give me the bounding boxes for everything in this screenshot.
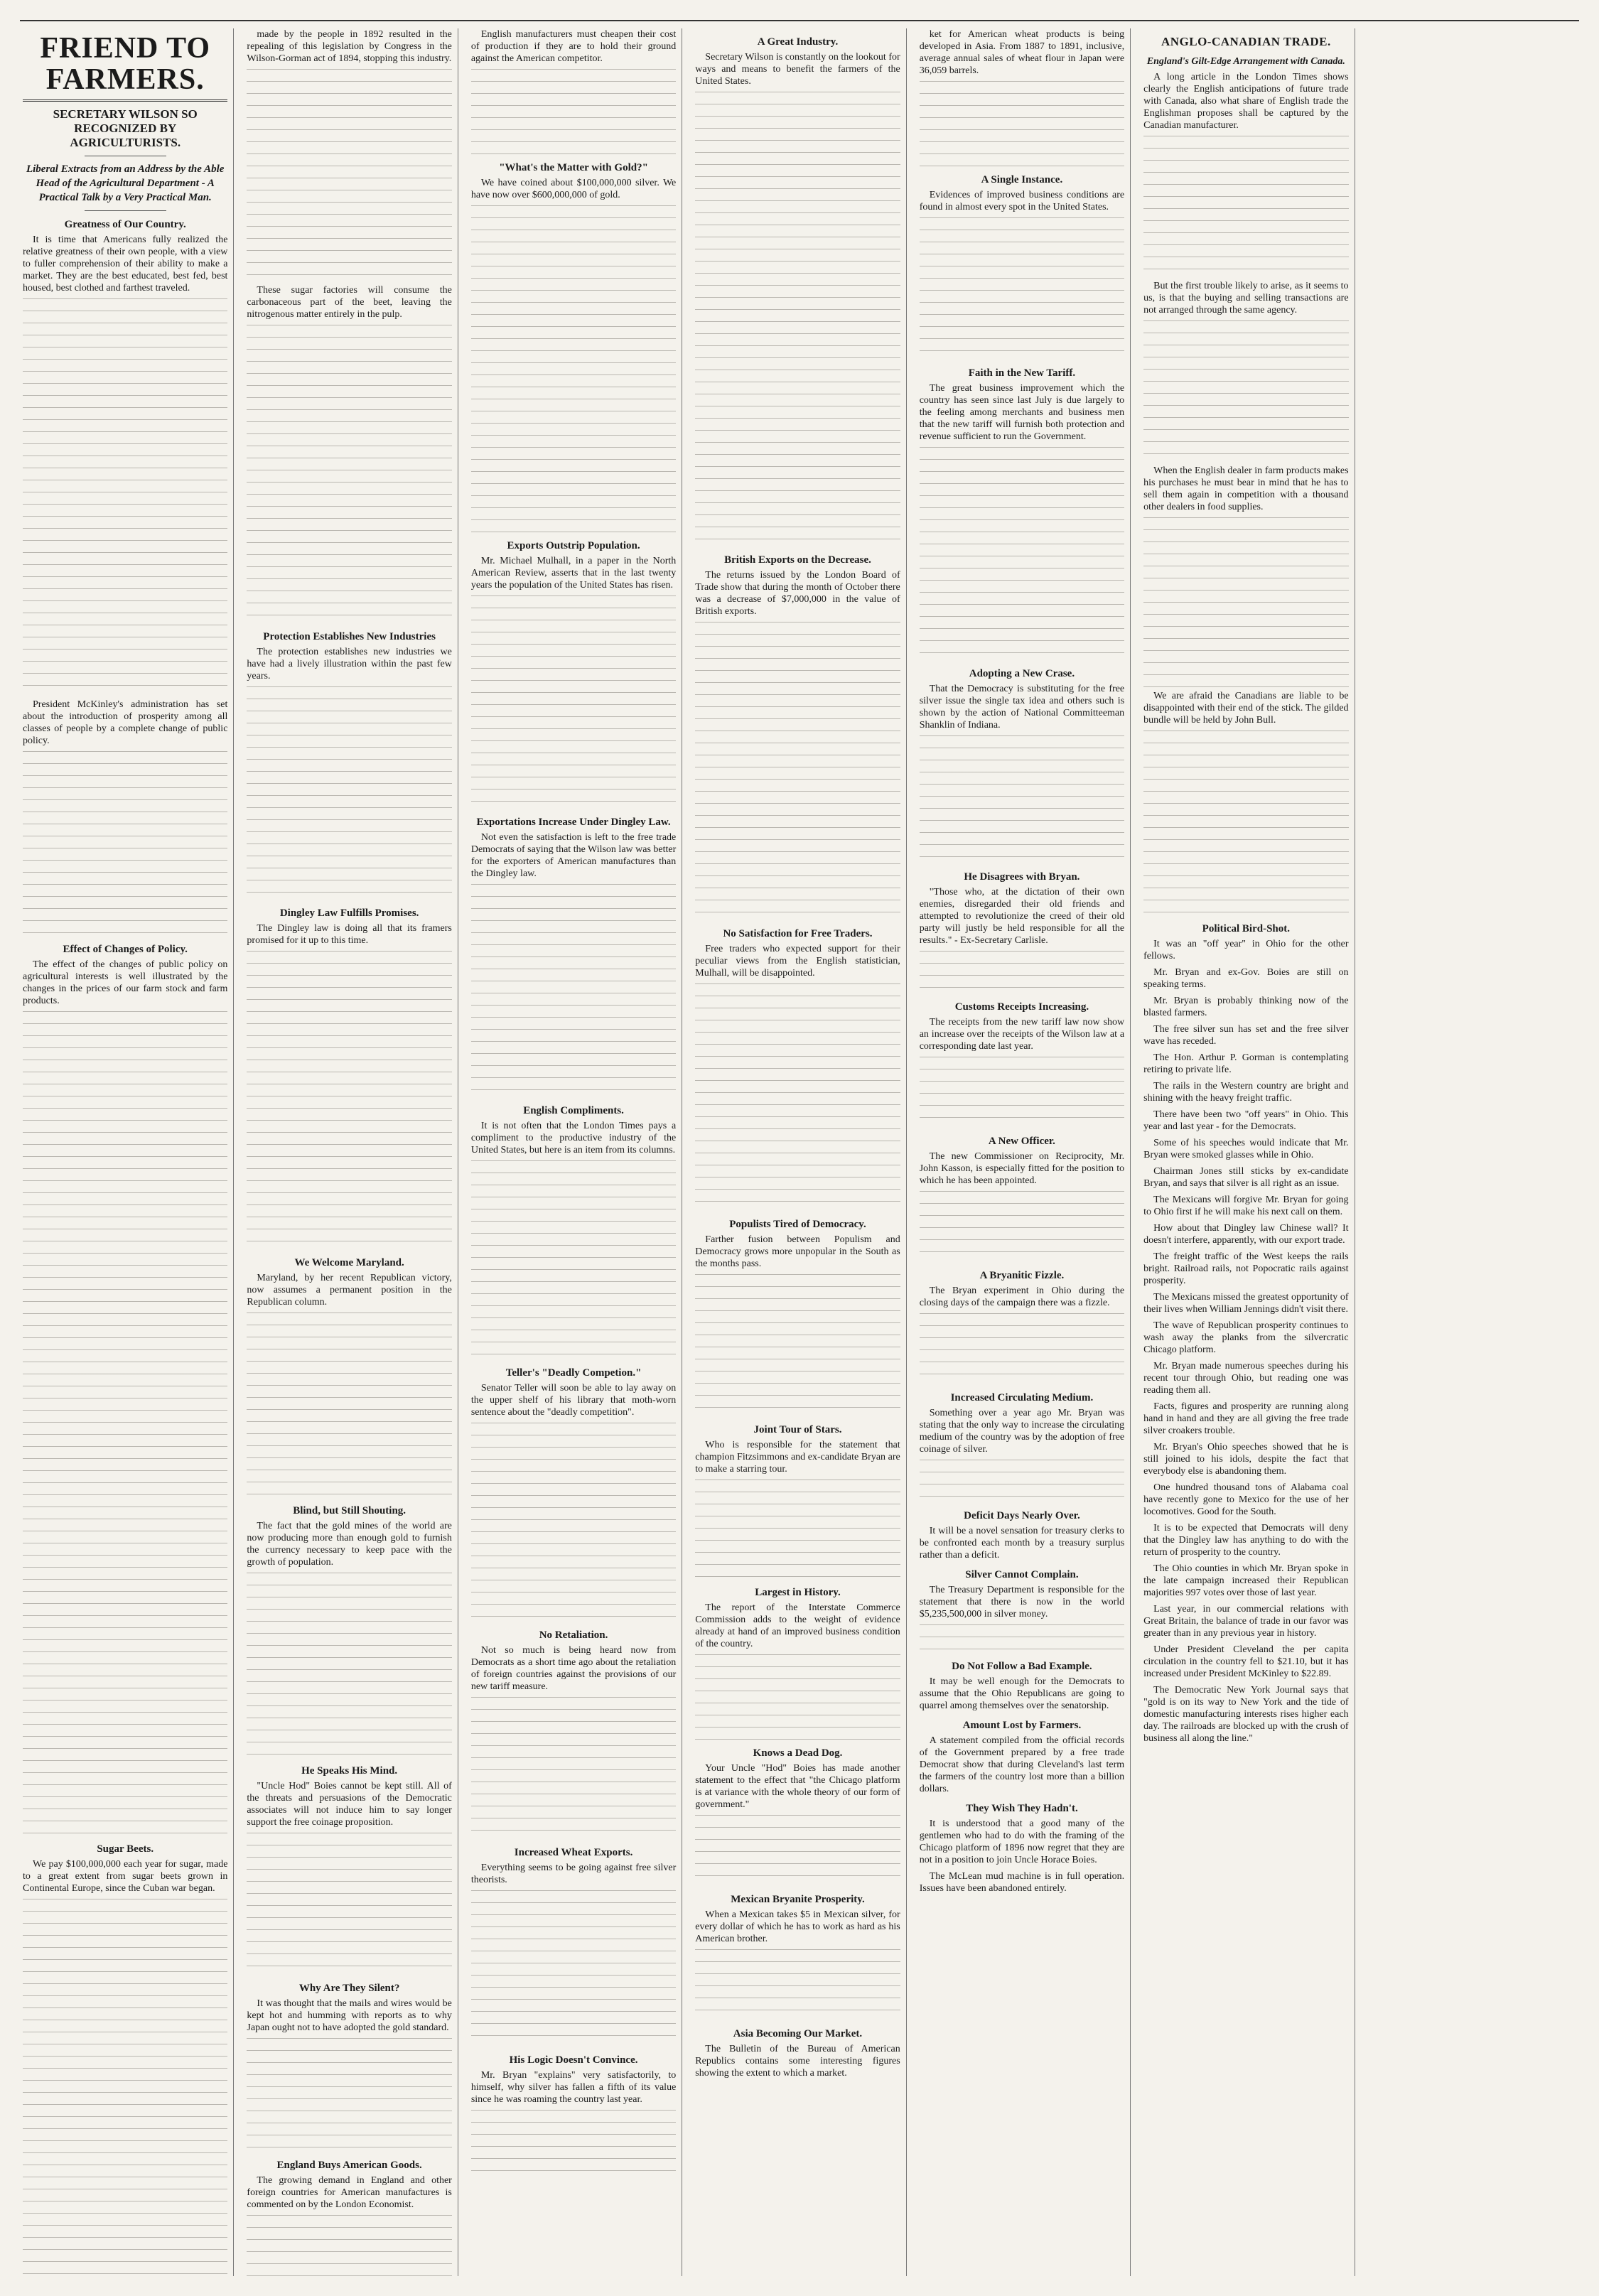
text-lines — [920, 1624, 1124, 1653]
article-paragraph: The free silver sun has set and the free silver wave has receded. — [1143, 1024, 1349, 1047]
text-lines — [23, 298, 227, 696]
article-paragraph: When a Mexican takes $5 in Mexican silver, for every dollar of which he has to work as hard as his American brother. — [695, 1909, 900, 1944]
article-paragraph: "Uncle Hod" Boies cannot be kept still. All of the threats and persuasions of the Democratic associates will not induce him to say longer support the free coinage proposition. — [247, 1781, 452, 1828]
article-heading: A Single Instance. — [981, 174, 1063, 185]
article-paragraph: The Mexicans missed the greatest opportunity of their lives when William Jennings didn't visit there. — [1143, 1292, 1349, 1315]
article-paragraph: Under President Cleveland the per capita circulation in the country fell to $21.10, but it has increased under President McKinley to $22.89. — [1143, 1644, 1349, 1679]
text-lines — [920, 735, 1124, 863]
text-lines — [247, 2038, 451, 2152]
text-lines — [247, 1833, 451, 1975]
divider — [85, 210, 166, 211]
article-heading: We Welcome Maryland. — [294, 1257, 404, 1268]
text-lines — [23, 751, 227, 936]
article-paragraph: The Democratic New York Journal says that "gold is on its way to New York and the tide of domestic manufacturing interests rises higher each day. The railroads are blocked up with the crush of business all along the line." — [1143, 1685, 1349, 1744]
text-lines — [920, 1313, 1124, 1384]
article-heading: He Speaks His Mind. — [301, 1765, 398, 1777]
article-paragraph: There have been two "off years" in Ohio. This year and last year - for the Democrats. — [1143, 1109, 1349, 1132]
article-paragraph: Chairman Jones still sticks by ex-candidate Bryan, and says that silver is all right as an issue. — [1143, 1166, 1349, 1189]
text-lines — [471, 1423, 676, 1622]
article-heading: Increased Wheat Exports. — [514, 1847, 633, 1858]
masthead: FRIEND TO FARMERS. — [23, 33, 227, 102]
article-paragraph: Secretary Wilson is constantly on the lookout for ways and means to benefit the farmers of the United States. — [695, 52, 900, 87]
article-heading: Exportations Increase Under Dingley Law. — [476, 816, 671, 828]
column-7 — [1365, 28, 1579, 2276]
article-heading: Sugar Beets. — [97, 1843, 154, 1855]
text-lines — [1143, 136, 1348, 278]
text-lines — [695, 983, 900, 1211]
article-paragraph: ket for American wheat products is being developed in Asia. From 1887 to 1891, inclusive, average annual sales of wheat flour in Japan were 36,059 barrels. — [919, 29, 1125, 76]
article-paragraph: A long article in the London Times shows clearly the English anticipations of future trade with Canada, also what share of English trade the Englishman proposes shall be captured by the Canadian manufacturer. — [1143, 72, 1349, 131]
subdeck: Liberal Extracts from an Address by the Able Head of the Agricultural Department - A Practical Talk by a Very Practical Man. — [26, 163, 225, 203]
text-lines — [920, 81, 1124, 166]
article-paragraph: Mr. Bryan "explains" very satisfactorily, to himself, why silver has fallen a fifth of its value since he was roaming the country last year. — [470, 2070, 677, 2105]
text-lines — [695, 1815, 900, 1886]
article-paragraph: These sugar factories will consume the carbonaceous part of the beet, leaving the nitrogenous matter entirely in the pulp. — [247, 285, 452, 320]
article-heading: British Exports on the Decrease. — [724, 554, 871, 566]
article-paragraph: The Hon. Arthur P. Gorman is contemplating retiring to private life. — [1143, 1052, 1349, 1075]
text-lines — [471, 205, 676, 532]
article-paragraph: The growing demand in England and other foreign countries for American manufactures is commented on by the London Economist. — [247, 2175, 452, 2210]
top-rule — [20, 20, 1579, 21]
article-paragraph: The Ohio counties in which Mr. Bryan spoke in the late campaign increased their Republican majorities 997 votes over those of last year. — [1143, 1563, 1349, 1598]
article-heading: He Disagrees with Bryan. — [964, 871, 1080, 883]
text-lines — [247, 69, 451, 282]
article-paragraph: Not even the satisfaction is left to the free trade Democrats of saying that the Wilson law was better for the exporters of American manufactures than the Dingley law. — [470, 832, 677, 879]
article-heading: Silver Cannot Complain. — [965, 1569, 1079, 1580]
article-paragraph: English manufacturers must cheapen their cost of production if they are to hold their ground against the American competitor. — [470, 29, 677, 64]
article-paragraph: The McLean mud machine is in full operation. Issues have been abandoned entirely. — [919, 1871, 1125, 1894]
column-2 — [244, 28, 458, 2276]
article-paragraph: We have coined about $100,000,000 silver. We have now over $600,000,000 of gold. — [470, 178, 677, 200]
article-paragraph: But the first trouble likely to arise, as it seems to us, is that the buying and selling transactions are not arranged through the same agency. — [1143, 281, 1349, 316]
article-paragraph: Mr. Bryan made numerous speeches during his recent tour through Ohio, but reading one was reading them all. — [1143, 1361, 1349, 1396]
article-paragraph: The Mexicans will forgive Mr. Bryan for going to Ohio first if he will make his next call on them. — [1143, 1195, 1349, 1217]
article-paragraph: The returns issued by the London Board of Trade show that during the month of October there was a decrease of $7,000,000 in the value of British exports. — [695, 570, 900, 617]
article-heading: They Wish They Hadn't. — [966, 1803, 1078, 1814]
article-heading: Dingley Law Fulfills Promises. — [279, 907, 419, 919]
article-paragraph: made by the people in 1892 resulted in the repealing of this legislation by Congress in the Wilson-Gorman act of 1894, stopping this industry. — [247, 29, 452, 64]
article-paragraph: It was an "off year" in Ohio for the other fellows. — [1143, 939, 1349, 961]
article-heading: Exports Outstrip Population. — [507, 540, 640, 551]
article-paragraph: A statement compiled from the official records of the Government prepared by a free trade Democrat show that during Cleveland's last term the farmers of the country lost more than a billion dollars. — [919, 1735, 1125, 1794]
text-lines — [695, 1949, 900, 2020]
article-paragraph: That the Democracy is substituting for the free silver issue the single tax idea and others such is shown by the action of National Committeeman Shanklin of Indiana. — [919, 684, 1125, 731]
article-heading: Populists Tired of Democracy. — [729, 1219, 866, 1230]
column-4 — [692, 28, 906, 2276]
article-paragraph: The receipts from the new tariff law now show an increase over the receipts of the Wilson law at a corresponding date last year. — [919, 1017, 1125, 1052]
article-heading: Asia Becoming Our Market. — [733, 2028, 863, 2039]
article-paragraph: It is not often that the London Times pays a compliment to the productive industry of the United States, but here is an item from its columns. — [470, 1121, 677, 1155]
article-heading: Greatness of Our Country. — [64, 219, 186, 230]
article-paragraph: We pay $100,000,000 each year for sugar, made to a great extent from sugar beets grown in Continental Europe, since the Cuban war began. — [23, 1859, 228, 1894]
article-paragraph: The Treasury Department is responsible for the statement that there is now in the world $5,235,500,000 in silver money. — [919, 1585, 1125, 1619]
text-lines — [247, 686, 451, 900]
article-heading: A New Officer. — [988, 1136, 1055, 1147]
column-5 — [917, 28, 1131, 2276]
article-heading: Faith in the New Tariff. — [968, 367, 1076, 379]
article-paragraph: Something over a year ago Mr. Bryan was stating that the only way to increase the circulating medium of the country was by the adoption of free coinage of silver. — [919, 1408, 1125, 1455]
text-lines — [471, 595, 676, 809]
article-paragraph: The report of the Interstate Commerce Commission adds to the weight of evidence already at hand of an improved business condition of the country. — [695, 1602, 900, 1649]
article-paragraph: The Bulletin of the Bureau of American Republics contains some interesting figures showing the extent to which a market. — [695, 2044, 900, 2079]
article-paragraph: It is understood that a good many of the gentlemen who had to do with the framing of the Chicago platform of 1896 now regret that they are not in a position to join Uncle Horace Boies. — [919, 1818, 1125, 1865]
article-paragraph: The fact that the gold mines of the world are now producing more than enough gold to furnish the currency necessary to keep pace with the growth of population. — [247, 1521, 452, 1568]
text-lines — [471, 2110, 676, 2181]
article-heading: His Logic Doesn't Convince. — [509, 2054, 638, 2066]
article-heading: Mexican Bryanite Prosperity. — [731, 1894, 865, 1905]
text-lines — [695, 1480, 900, 1579]
text-lines — [247, 951, 451, 1249]
article-paragraph: The rails in the Western country are bright and shining with the heavy freight traffic. — [1143, 1081, 1349, 1104]
article-paragraph: Maryland, by her recent Republican victory, now assumes a permanent position in the Republican column. — [247, 1273, 452, 1308]
article-heading: Increased Circulating Medium. — [950, 1392, 1094, 1403]
article-paragraph: President McKinley's administration has set about the introduction of prosperity among all classes of people by a complete change of public policy. — [23, 699, 228, 746]
article-paragraph: Mr. Bryan and ex-Gov. Boies are still on speaking terms. — [1143, 967, 1349, 990]
article-paragraph: How about that Dingley law Chinese wall? It doesn't interfere, apparently, with our export trade. — [1143, 1223, 1349, 1246]
article-heading: Adopting a New Crase. — [969, 668, 1075, 679]
article-paragraph: Everything seems to be going against free silver theorists. — [470, 1863, 677, 1885]
text-lines — [920, 447, 1124, 660]
article-deck: England's Gilt-Edge Arrangement with Canada. — [1146, 56, 1345, 67]
article-heading: A Bryanitic Fizzle. — [979, 1270, 1065, 1281]
article-paragraph: It will be a novel sensation for treasury clerks to be confronted each month by a treasury surplus rather than a deficit. — [919, 1526, 1125, 1561]
article-heading: Customs Receipts Increasing. — [954, 1001, 1089, 1013]
article-paragraph: One hundred thousand tons of Alabama coal have recently gone to Mexico for the use of her locomotives. Good for the South. — [1143, 1482, 1349, 1517]
article-heading: Do Not Follow a Bad Example. — [952, 1661, 1092, 1672]
text-lines — [695, 1274, 900, 1416]
article-paragraph: "Those who, at the dictation of their own enemies, disregarded their old friends and attempted to revolutionize the creed of their old party will justly be held responsible for all the results." - Ex-Secretary Carlisle. — [919, 887, 1125, 946]
text-lines — [1143, 320, 1348, 463]
article-paragraph: Mr. Bryan's Ohio speeches showed that he is still joined to his idols, despite the fact that everybody else is abandoning them. — [1143, 1442, 1349, 1477]
text-lines — [471, 69, 676, 154]
article-heading: No Satisfaction for Free Traders. — [723, 928, 873, 939]
article-paragraph: Evidences of improved business conditions are found in almost every spot in the United States. — [919, 190, 1125, 212]
article-heading: Blind, but Still Shouting. — [293, 1505, 407, 1516]
article-heading: No Retaliation. — [539, 1629, 608, 1641]
text-lines — [471, 1697, 676, 1839]
article-paragraph: Mr. Michael Mulhall, in a paper in the North American Review, asserts that in the last twenty years the population of the United States has risen. — [470, 556, 677, 591]
article-paragraph: Free traders who expected support for their peculiar views from the English statistician, Mulhall, will be disappointed. — [695, 944, 900, 979]
column-6 — [1141, 28, 1355, 2276]
article-paragraph: The great business improvement which the country has seen since last July is due largely to the feeling among merchants and business men that the new tariff will furnish both protection and revenue sufficient to run the Government. — [919, 383, 1125, 442]
text-lines — [695, 1654, 900, 1740]
article-heading: Effect of Changes of Policy. — [63, 944, 188, 955]
article-paragraph: Who is responsible for the statement that champion Fitzsimmons and ex-candidate Bryan are to make a starring tour. — [695, 1440, 900, 1475]
article-heading: English Compliments. — [523, 1105, 624, 1116]
article-heading: A Great Industry. — [757, 36, 839, 48]
article-heading: Teller's "Deadly Competion." — [505, 1367, 642, 1379]
text-lines — [695, 92, 900, 546]
article-heading: Knows a Dead Dog. — [753, 1747, 843, 1759]
article-heading: Why Are They Silent? — [298, 1983, 400, 1994]
article-heading: Largest in History. — [755, 1587, 841, 1598]
article-paragraph: It is to be expected that Democrats will deny that the Dingley law has anything to do with the return of prosperity to the country. — [1143, 1523, 1349, 1558]
text-lines — [695, 622, 900, 920]
article-paragraph: The protection establishes new industries we have had a lively illustration within the past few years. — [247, 647, 452, 681]
article-paragraph: Some of his speeches would indicate that Mr. Bryan were smoked glasses while in Ohio. — [1143, 1138, 1349, 1160]
deck: SECRETARY WILSON SO RECOGNIZED BY AGRICULTURISTS. — [53, 107, 198, 149]
article-paragraph: Facts, figures and prosperity are running along hand in hand and they are all giving the free trade silver croakers trouble. — [1143, 1401, 1349, 1436]
article-heading: Deficit Days Nearly Over. — [964, 1510, 1080, 1521]
article-paragraph: Senator Teller will soon be able to lay away on the upper shelf of his library that moth-worn sentence about the "deadly competition". — [470, 1383, 677, 1418]
article-heading: ANGLO-CANADIAN TRADE. — [1161, 35, 1331, 48]
article-heading: "What's the Matter with Gold?" — [499, 162, 648, 173]
text-lines — [247, 325, 451, 623]
article-heading: Political Bird-Shot. — [1202, 923, 1291, 934]
text-lines — [1143, 731, 1348, 915]
article-paragraph: It was thought that the mails and wires would be kept hot and humming with reports as to why Japan ought not to have adopted the gold standard. — [247, 1998, 452, 2033]
text-lines — [920, 951, 1124, 993]
text-lines — [247, 1573, 451, 1757]
text-lines — [471, 1890, 676, 2047]
column-grid — [20, 28, 1579, 2276]
article-paragraph: When the English dealer in farm products makes his purchases he must bear in mind that he has to sell them again in competition with a thousand other dealers in food supplies. — [1143, 465, 1349, 512]
column-3 — [468, 28, 682, 2276]
article-paragraph: It may be well enough for the Democrats to assume that the Ohio Republicans are going to quarrel among themselves over the senatorship. — [919, 1676, 1125, 1711]
article-paragraph: The effect of the changes of public policy on agricultural interests is well illustrated by the changes in the prices of our farm stock and farm products. — [23, 959, 228, 1006]
article-heading: Protection Establishes New Industries — [263, 631, 436, 642]
article-paragraph: Your Uncle "Hod" Boies has made another statement to the effect that "the Chicago platform is at variance with the whole theory of our form of government." — [695, 1763, 900, 1810]
text-lines — [471, 884, 676, 1097]
article-paragraph: Last year, in our commercial relations with Great Britain, the balance of trade in our favor was greater than in any previous year in history. — [1143, 1604, 1349, 1639]
text-lines — [247, 2215, 451, 2276]
article-paragraph: The freight traffic of the West keeps the rails bright. Railroad rails, not Popocratic rails against prosperity. — [1143, 1251, 1349, 1286]
article-paragraph: Farther fusion between Populism and Democracy grows more unpopular in the South as the months pass. — [695, 1234, 900, 1269]
article-paragraph: Mr. Bryan is probably thinking now of the blasted farmers. — [1143, 996, 1349, 1018]
article-heading: Joint Tour of Stars. — [753, 1424, 842, 1435]
text-lines — [247, 1313, 451, 1497]
article-paragraph: The Bryan experiment in Ohio during the closing days of the campaign there was a fizzle. — [919, 1286, 1125, 1308]
text-lines — [471, 1160, 676, 1359]
article-heading: England Buys American Goods. — [276, 2160, 422, 2171]
text-lines — [23, 1899, 227, 2276]
column-1 — [20, 28, 234, 2276]
article-paragraph: The wave of Republican prosperity continues to wash away the planks from the silvercratic Chicago platform. — [1143, 1320, 1349, 1355]
article-paragraph: The Dingley law is doing all that its framers promised for it up to this time. — [247, 923, 452, 946]
text-lines — [920, 1191, 1124, 1262]
article-paragraph: It is time that Americans fully realized the relative greatness of their own people, with a view to fuller comprehension of their ability to make a market. They are the best educated, best fed, best housed, best clothed and farthest traveled. — [23, 235, 228, 293]
text-lines — [23, 1011, 227, 1836]
text-lines — [920, 1057, 1124, 1128]
article-paragraph: Not so much is being heard now from Democrats as a short time ago about the retaliation of foreign countries against the provisions of our new tariff measure. — [470, 1645, 677, 1692]
text-lines — [920, 1460, 1124, 1502]
article-paragraph: We are afraid the Canadians are liable to be disappointed with their end of the stick. The gilded bundle will be held by John Bull. — [1143, 691, 1349, 726]
text-lines — [920, 217, 1124, 360]
article-paragraph: The new Commissioner on Reciprocity, Mr. John Kasson, is especially fitted for the position to which he has been appointed. — [919, 1151, 1125, 1186]
article-heading: Amount Lost by Farmers. — [962, 1720, 1082, 1731]
text-lines — [1143, 517, 1348, 688]
